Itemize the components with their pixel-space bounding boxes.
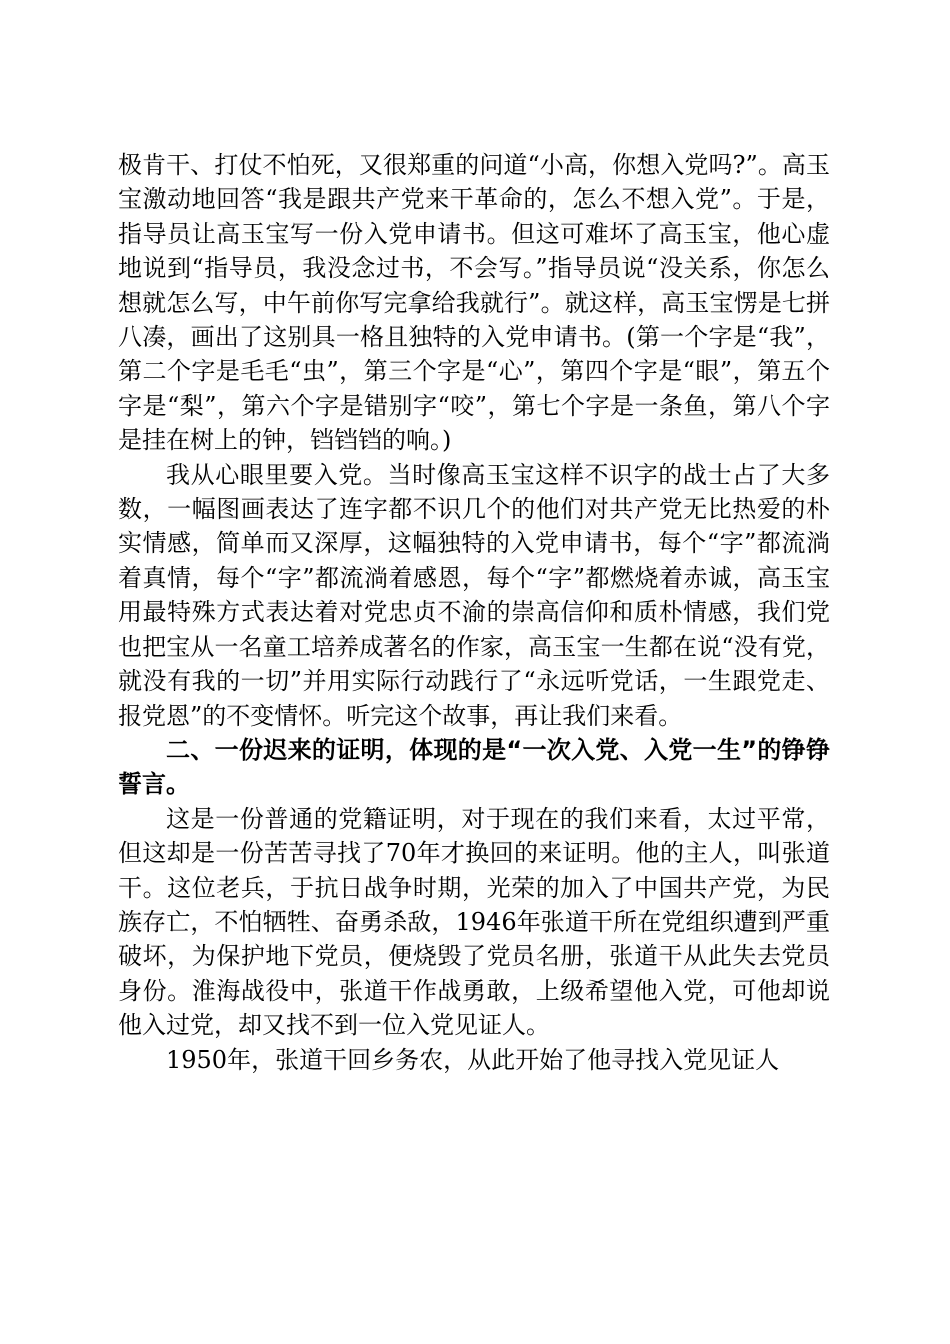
paragraph-party-certificate: 这是一份普通的党籍证明，对于现在的我们来看，太过平常，但这却是一份苦苦寻找了70年才换回的来证明。他的主人，叫张道干。这位老兵，于抗日战争时期，光荣的加入了中国共产党，为民族存亡，不怕牺牲、奋勇杀敌，1946年张道干所在党组织遭到严重破坏，为保护地下党员，便烧毁了党员名册，张道干从此失去党员身份。淮海战役中，张道干作战勇敢，上级希望他入党，可他却说他入过党，却又找不到一位入党见证人。 bbox=[118, 804, 830, 1040]
section-heading-two: 二、一份迟来的证明，体现的是“一次入党、入党一生”的铮铮誓言。 bbox=[118, 735, 830, 799]
paragraph-1950-return-home: 1950年，张道干回乡务农，从此开始了他寻找入党见证人 bbox=[166, 1045, 780, 1074]
document-body bbox=[118, 148, 830, 1077]
paragraph-heart-for-party: 我从心眼里要入党。当时像高玉宝这样不识字的战士占了大多数，一幅图画表达了连字都不识几个的他们对共产党无比热爱的朴实情感，简单而又深厚，这幅独特的入党申请书，每个“字”都流淌着真情，每个“字”都流淌着感恩，每个“字”都燃烧着赤诚，高玉宝用最特殊方式表达着对党忠贞不渝的崇高信仰和质朴情感，我们党也把宝从一名童工培养成著名的作家，高玉宝一生都在说“没有党，就没有我的一切”并用实际行动践行了“永远听党话，一生跟党走、报党恩”的不变情怀。听完这个故事，再让我们来看。 bbox=[118, 460, 830, 730]
paragraph-story-continuation: 极肯干、打仗不怕死，又很郑重的问道“小高，你想入党吗?”。高玉宝激动地回答“我是跟共产党来干革命的，怎么不想入党”。于是，指导员让高玉宝写一份入党申请书。但这可难坏了高玉宝，他心虚地说到“指导员，我没念过书，不会写。”指导员说“没关系，你怎么想就怎么写，中午前你写完拿给我就行”。就这样，高玉宝愣是七拼八凑，画出了这别具一格且独特的入党申请书。(第一个字是“我”，第二个字是毛毛“虫”，第三个字是“心”，第四个字是“眼”，第五个字是“梨”，第六个字是错别字“咬”，第七个字是一条鱼，第八个字是挂在树上的钟，铛铛铛的响。) bbox=[118, 151, 830, 455]
